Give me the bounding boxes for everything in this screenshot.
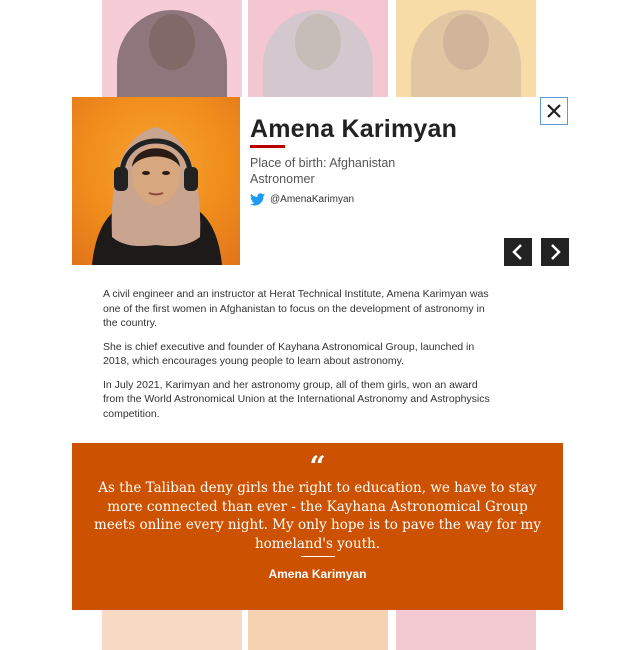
background-portrait-tile xyxy=(248,610,388,650)
chevron-right-icon xyxy=(548,244,562,260)
next-button[interactable] xyxy=(541,238,569,266)
twitter-icon xyxy=(250,193,265,206)
profile-name: Amena Karimyan xyxy=(250,115,458,143)
profile-photo-illustration xyxy=(72,97,240,265)
portrait-body xyxy=(411,10,521,100)
background-portrait-tile xyxy=(396,610,536,650)
background-portrait-tile xyxy=(396,0,536,100)
chevron-left-icon xyxy=(511,244,525,260)
title-accent-rule xyxy=(250,145,285,148)
close-icon xyxy=(546,103,562,119)
profile-photo xyxy=(72,97,240,265)
occupation: Astronomer xyxy=(250,172,315,186)
previous-button[interactable] xyxy=(504,238,532,266)
background-portrait-tile xyxy=(102,610,242,650)
twitter-link[interactable] xyxy=(250,193,354,206)
portrait-body xyxy=(263,10,373,100)
profile-meta xyxy=(250,155,395,187)
bio-paragraph: She is chief executive and founder of Kayhana Astronomical Group, launched in 2018, which encourages young people to learn about astronomy. xyxy=(103,340,475,367)
close-button[interactable] xyxy=(540,97,568,125)
quote-author: Amena Karimyan xyxy=(268,567,367,581)
birthplace: Place of birth: Afghanistan xyxy=(250,156,396,170)
twitter-handle: @AmenaKarimyan xyxy=(270,194,355,205)
bio-paragraph: A civil engineer and an instructor at Herat Technical Institute, Amena Karimyan was one of the first women in Afghanistan to focus on the development of astronomy in the country. xyxy=(103,288,489,329)
quote-mark-icon: “ xyxy=(309,450,326,483)
portrait-body xyxy=(117,10,227,100)
background-portrait-tile xyxy=(248,0,388,100)
quote-text: As the Taliban deny girls the right to education, we have to stay more connected than ever - the Kayhana Astronomical Group meets online every night. My only hope is to pave the way for my homeland's youth. xyxy=(94,480,541,552)
biography xyxy=(103,287,495,430)
bio-paragraph: In July 2021, Karimyan and her astronomy group, all of them girls, won an award from the World Astronomical Union at the International Astronomy and Astrophysics competition. xyxy=(103,378,490,420)
background-portrait-tile xyxy=(102,0,242,100)
quote-divider xyxy=(301,556,335,557)
quote-block xyxy=(72,443,563,610)
